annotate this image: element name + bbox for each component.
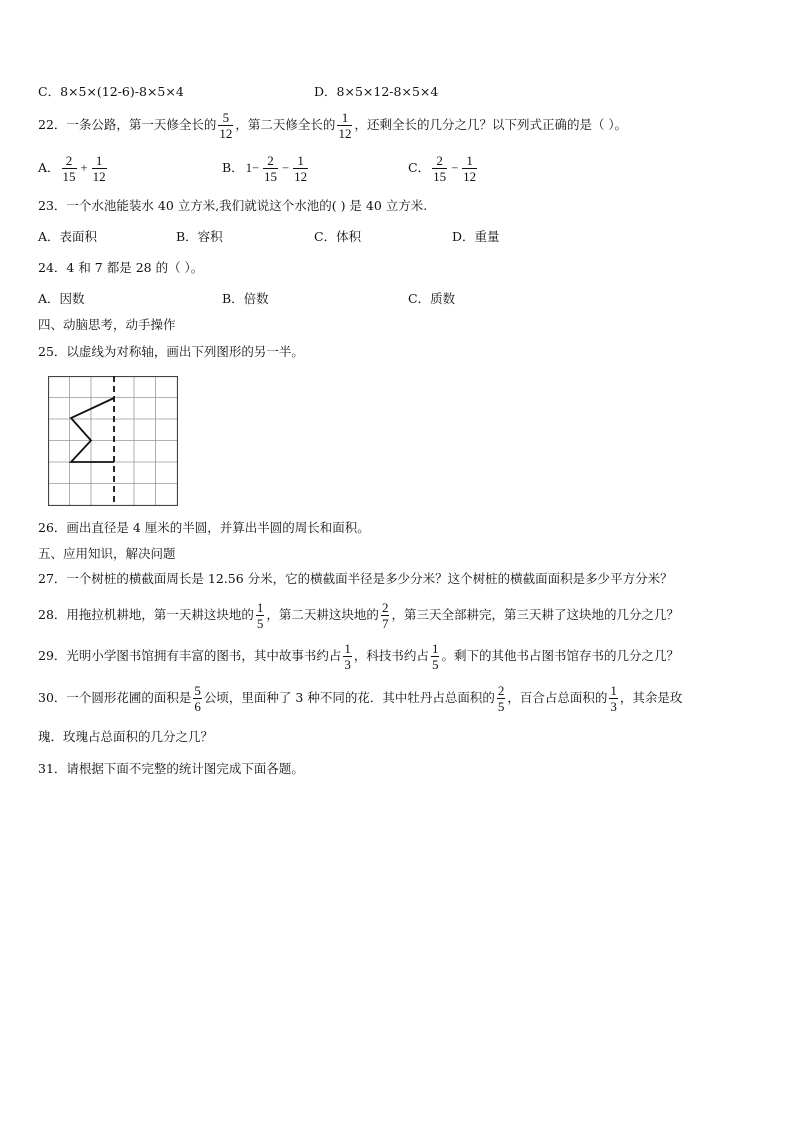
section-heading-5: 五、应用知识，解决问题	[38, 546, 176, 561]
question-25: 25．以虚线为对称轴，画出下列图形的另一半。	[38, 344, 304, 359]
question-22: 22．一条公路，第一天修全长的 $\frac{5}{12}$ ，第二天修全长的 $\frac{1}{12}$ ，还剩全长的几分之几？以下列式正确的是（ ）。	[38, 110, 628, 141]
q23-option-c: C．体积	[314, 229, 362, 244]
q21-option-c: C．8×5×(12-6)-8×5×4	[38, 84, 184, 99]
q23-option-a: A．表面积	[38, 229, 98, 244]
q21-option-d: D．8×5×12-8×5×4	[314, 84, 439, 99]
question-23: 23．一个水池能装水 40 立方米,我们就说这个水池的( ) 是 40 立方米.	[38, 198, 428, 213]
question-30-line2: 瑰．玫瑰占总面积的几分之几？	[38, 729, 214, 744]
fraction: $\frac{1}{12}$	[338, 110, 352, 141]
question-28: 28．用拖拉机耕地，第一天耕这块地的 $\frac{1}{5}$ ，第二天耕这块地的 $\frac{2}{7}$ ，第三天全部耕完，第三天耕了这块地的几分之几？	[38, 600, 679, 631]
section-heading-4: 四、动脑思考，动手操作	[38, 317, 176, 332]
q22-option-a: A． $\frac{2}{15}$ + $\frac{1}{12}$	[38, 153, 106, 184]
question-27: 27．一个树桩的横截面周长是 12.56 分米，它的横截面半径是多少分米？这个树桩的横截面面积是多少平方分米？	[38, 571, 673, 586]
question-26: 26．画出直径是 4 厘米的半圆，并算出半圆的周长和面积。	[38, 520, 370, 535]
q23-option-b: B．容积	[176, 229, 223, 244]
question-24: 24．4 和 7 都是 28 的（ ）。	[38, 260, 204, 275]
q22-option-b: B． 1− $\frac{2}{15}$ − $\frac{1}{12}$	[222, 153, 308, 184]
q24-option-a: A．因数	[38, 291, 85, 306]
fraction: $\frac{5}{12}$	[219, 110, 233, 141]
question-29: 29．光明小学图书馆拥有丰富的图书，其中故事书约占 $\frac{1}{3}$ ，科技书约占 $\frac{1}{5}$ 。剩下的其他书占图书馆存书的几分之几？	[38, 641, 679, 672]
q23-option-d: D．重量	[452, 229, 500, 244]
question-31: 31．请根据下面不完整的统计图完成下面各题。	[38, 761, 304, 776]
q24-option-b: B．倍数	[222, 291, 269, 306]
question-30: 30．一个圆形花圃的面积是 $\frac{5}{6}$ 公顷，里面种了 3 种不同的花．其中牡丹占总面积的 $\frac{2}{5}$ ，百合占总面积的 $\frac{1}{3}$ ，其余是玫	[38, 683, 683, 714]
q22-option-c: C． $\frac{2}{15}$ − $\frac{1}{12}$	[408, 153, 477, 184]
symmetry-grid-figure	[48, 376, 178, 506]
q24-option-c: C．质数	[408, 291, 456, 306]
